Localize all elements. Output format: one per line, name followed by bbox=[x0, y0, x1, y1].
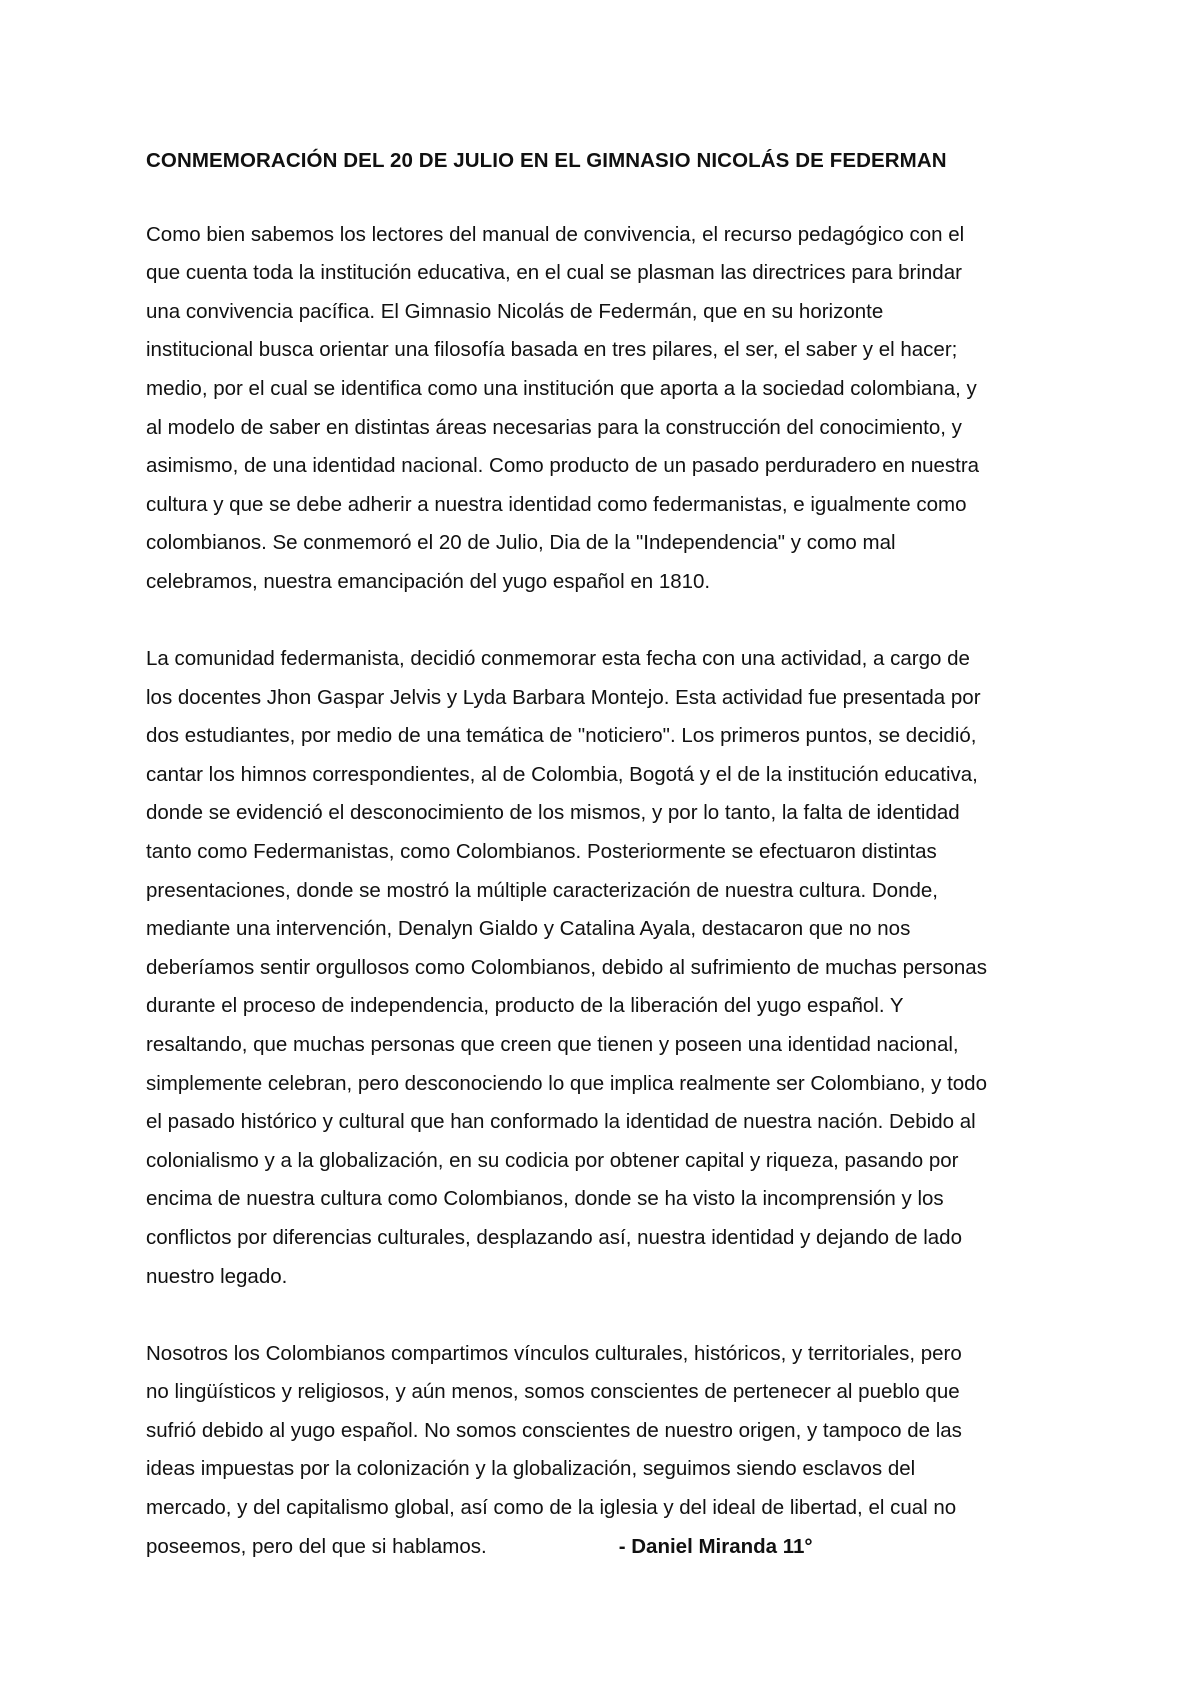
paragraph-line: presentaciones, donde se mostró la múltiple caracterización de nuestra cultura. Donde, bbox=[146, 878, 938, 902]
paragraph-line: simplemente celebran, pero desconociendo lo que implica realmente ser Colombiano, y todo bbox=[146, 1071, 987, 1095]
paragraph-line: mediante una intervención, Denalyn Gialdo y Catalina Ayala, destacaron que no nos bbox=[146, 917, 911, 941]
last-line-text: poseemos, pero del que si hablamos. bbox=[146, 1534, 487, 1558]
paragraph-line: institucional busca orientar una filosofía basada en tres pilares, el ser, el saber y el hacer; bbox=[146, 338, 958, 362]
paragraph-line: dos estudiantes, por medio de una temática de "noticiero". Los primeros puntos, se decidió, bbox=[146, 724, 977, 748]
paragraph-line: colombianos. Se conmemoró el 20 de Julio, Dia de la "Independencia" y como mal bbox=[146, 531, 896, 555]
paragraph-line: ideas impuestas por la colonización y la globalización, seguimos siendo esclavos del bbox=[146, 1457, 916, 1481]
author-signature: - Daniel Miranda 11° bbox=[618, 1534, 813, 1558]
paragraph-line: al modelo de saber en distintas áreas necesarias para la construcción del conocimiento, y bbox=[146, 415, 962, 439]
paragraph-line: colonialismo y a la globalización, en su codicia por obtener capital y riqueza, pasando por bbox=[146, 1148, 959, 1172]
paragraph-line: donde se evidenció el desconocimiento de los mismos, y por lo tanto, la falta de identidad bbox=[146, 801, 960, 825]
paragraph-line: resaltando, que muchas personas que creen que tienen y poseen una identidad nacional, bbox=[146, 1032, 959, 1056]
paragraph-line: sufrió debido al yugo español. No somos conscientes de nuestro origen, y tampoco de las bbox=[146, 1418, 962, 1442]
paragraph-line: una convivencia pacífica. El Gimnasio Nicolás de Federmán, que en su horizonte bbox=[146, 299, 884, 323]
paragraph-2 bbox=[146, 640, 1076, 1296]
paragraph-line: medio, por el cual se identifica como una institución que aporta a la sociedad colombiana, y bbox=[146, 376, 977, 400]
paragraph-line bbox=[146, 1528, 1076, 1567]
document-title: CONMEMORACIÓN DEL 20 DE JULIO EN EL GIMNASIO NICOLÁS DE FEDERMAN bbox=[146, 149, 947, 172]
paragraph-line: cultura y que se debe adherir a nuestra identidad como federmanistas, e igualmente como bbox=[146, 492, 967, 516]
paragraph-line: nuestro legado. bbox=[146, 1264, 288, 1288]
document-body bbox=[146, 142, 1076, 1566]
paragraph-line: cantar los himnos correspondientes, al de Colombia, Bogotá y el de la institución educativa, bbox=[146, 762, 978, 786]
paragraph-line: deberíamos sentir orgullosos como Colombianos, debido al sufrimiento de muchas personas bbox=[146, 955, 987, 979]
paragraph-line: asimismo, de una identidad nacional. Como producto de un pasado perduradero en nuestra bbox=[146, 454, 980, 478]
paragraph-1 bbox=[146, 216, 1076, 602]
paragraph-line: celebramos, nuestra emancipación del yugo español en 1810. bbox=[146, 569, 711, 593]
paragraph-3 bbox=[146, 1335, 1076, 1567]
paragraph-line: La comunidad federmanista, decidió conmemorar esta fecha con una actividad, a cargo de bbox=[146, 647, 970, 671]
paragraph-line: Nosotros los Colombianos compartimos vínculos culturales, históricos, y territoriales, pero bbox=[146, 1341, 962, 1365]
paragraph-line: que cuenta toda la institución educativa, en el cual se plasman las directrices para brindar bbox=[146, 261, 962, 285]
paragraph-line: los docentes Jhon Gaspar Jelvis y Lyda Barbara Montejo. Esta actividad fue presentada por bbox=[146, 685, 981, 709]
paragraph-line: encima de nuestra cultura como Colombianos, donde se ha visto la incomprensión y los bbox=[146, 1187, 944, 1211]
paragraph-line: no lingüísticos y religiosos, y aún menos, somos conscientes de pertenecer al pueblo que bbox=[146, 1380, 960, 1404]
paragraph-line: conflictos por diferencias culturales, desplazando así, nuestra identidad y dejando de lado bbox=[146, 1225, 962, 1249]
paragraph-line: Como bien sabemos los lectores del manual de convivencia, el recurso pedagógico con el bbox=[146, 222, 965, 246]
paragraph-line: el pasado histórico y cultural que han conformado la identidad de nuestra nación. Debido al bbox=[146, 1110, 976, 1134]
paragraph-line: mercado, y del capitalismo global, así como de la iglesia y del ideal de libertad, el cual no bbox=[146, 1496, 957, 1519]
paragraph-line: durante el proceso de independencia, producto de la liberación del yugo español. Y bbox=[146, 994, 904, 1018]
paragraph-line: tanto como Federmanistas, como Colombianos. Posteriormente se efectuaron distintas bbox=[146, 840, 937, 863]
